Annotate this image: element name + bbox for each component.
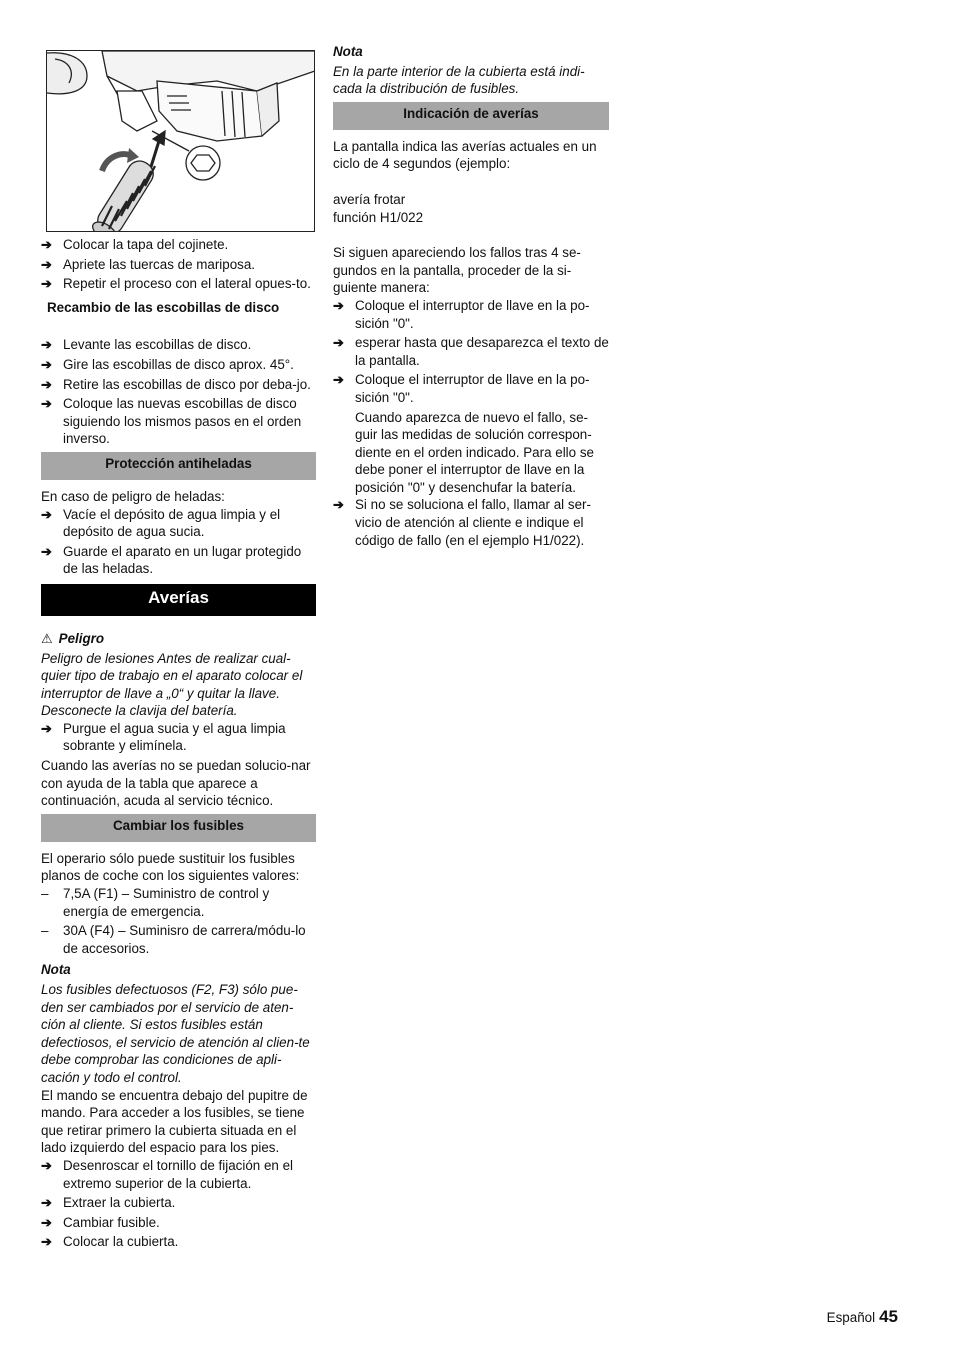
list-item: ➔ Purgue el agua sucia y el agua limpia sobrante y elimínela. <box>41 720 286 754</box>
section-subheading: Recambio de las escobillas de disco <box>47 299 280 315</box>
illustration-graphic <box>47 51 315 232</box>
fuses-intro: El operario sólo puede sustituir los fusibles planos de coche con los siguientes valores: <box>41 850 300 884</box>
left-column <box>41 236 316 1253</box>
continuation-text: Cuando aparezca de nuevo el fallo, se-guir las medidas de solución correspon-diente en el orden indicado. Para ello se debe poner el interruptor de llave en la posición "0" y desenchufar la batería. <box>355 409 594 495</box>
arrow-right-icon: ➔ <box>333 335 344 351</box>
note-text: En la parte interior de la cubierta está indi-cada la distribución de fusibles. <box>333 63 585 97</box>
list-item: ➔ Gire las escobillas de disco aprox. 45°. <box>41 356 294 372</box>
arrow-right-icon: ➔ <box>41 396 52 412</box>
arrow-right-icon: ➔ <box>41 256 52 272</box>
arrow-right-icon: ➔ <box>41 1234 52 1250</box>
arrow-right-icon: ➔ <box>41 376 52 392</box>
list-item: ➔ Colocar la cubierta. <box>41 1234 179 1250</box>
arrow-right-icon: ➔ <box>333 372 344 388</box>
list-item: ➔ Colocar la tapa del cojinete. <box>41 237 229 252</box>
list-item: – 30A (F4) – Suminisro de carrera/módu-lo de accesorios. <box>41 923 306 956</box>
list-item: ➔ Guarde el aparato en un lugar protegido de las heladas. <box>41 543 302 577</box>
arrow-right-icon: ➔ <box>41 1214 52 1230</box>
faults-paragraph: Cuando las averías no se puedan solucio-nar con ayuda de la tabla que aparece a continuación, acuda al servicio técnico. <box>41 758 311 809</box>
dash-bullet-icon: – <box>41 886 49 902</box>
list-item: ➔ esperar hasta que desaparezca el texto de la pantalla. <box>333 335 609 368</box>
dash-bullet-icon: – <box>41 923 49 939</box>
list-item: ➔ Coloque el interruptor de llave en la po-sición "0". <box>333 297 590 331</box>
warning-icon: ⚠ <box>41 630 53 646</box>
arrow-right-icon: ➔ <box>41 337 52 353</box>
footer-language: Español <box>826 1310 876 1325</box>
list-item: ➔ Levante las escobillas de disco. <box>41 337 252 353</box>
indication-intro: La pantalla indica las averías actuales en un ciclo de 4 segundos (ejemplo: <box>333 138 597 172</box>
indication-paragraph: Si siguen apareciendo los fallos tras 4 se-gundos en la pantalla, proceder de la si-guiente manera: <box>333 245 581 296</box>
danger-label-row <box>41 630 316 648</box>
arrow-right-icon: ➔ <box>333 497 344 513</box>
arrow-right-icon: ➔ <box>41 356 52 372</box>
antifreeze-intro: En caso de peligro de heladas: <box>41 488 225 504</box>
section-heading-faults: Averías <box>41 584 316 616</box>
arrow-right-icon: ➔ <box>41 1157 52 1173</box>
note-label: Nota <box>333 44 363 59</box>
danger-label: Peligro <box>58 630 105 646</box>
arrow-right-icon: ➔ <box>333 297 344 313</box>
list-item: ➔ Coloque las nuevas escobillas de disco siguiendo los mismos pasos en el orden inverso. <box>41 396 302 447</box>
list-item: ➔ Desenroscar el tornillo de fijación en el extremo superior de la cubierta. <box>41 1157 293 1191</box>
section-heading-fault-indication: Indicación de averías <box>333 102 609 130</box>
note-label: Nota <box>41 962 71 978</box>
list-item: ➔ Extraer la cubierta. <box>41 1195 176 1211</box>
arrow-right-icon: ➔ <box>41 720 52 736</box>
danger-text: Peligro de lesiones Antes de realizar cual-quier tipo de trabajo en el aparato colocar el interruptor de llave a „0“ y quitar la llave. Desconecte la clavija del batería. <box>41 650 303 719</box>
list-item: – 7,5A (F1) – Suministro de control y energía de emergencia. <box>41 886 270 919</box>
list-item: ➔ Vacíe el depósito de agua limpia y el depósito de agua sucia. <box>41 506 281 540</box>
page-number: 45 <box>879 1307 898 1326</box>
list-item: ➔ Si no se soluciona el fallo, llamar al ser-vicio de atención al cliente e indique el código de fallo (en el ejemplo H1/022). <box>333 497 591 548</box>
section-heading-fuses: Cambiar los fusibles <box>41 814 316 842</box>
list-item: ➔ Repetir el proceso con el lateral opues-to. <box>41 276 311 292</box>
example-line: función H1/022 <box>333 209 424 225</box>
list-item: ➔ Cambiar fusible. <box>41 1214 160 1230</box>
arrow-right-icon: ➔ <box>41 506 52 522</box>
example-line: avería frotar <box>333 191 406 207</box>
page-footer <box>827 1308 898 1327</box>
arrow-right-icon: ➔ <box>41 1195 52 1211</box>
list-item: ➔ Retire las escobillas de disco por deba-jo. <box>41 376 311 392</box>
arrow-right-icon: ➔ <box>41 237 52 252</box>
section-heading-antifreeze: Protección antiheladas <box>41 452 316 480</box>
arrow-right-icon: ➔ <box>41 543 52 559</box>
fuses-paragraph: El mando se encuentra debajo del pupitre de mando. Para acceder a los fusibles, se tiene que retirar primero la cubierta situada en el lado izquierdo del espacio para los pies. <box>41 1087 308 1156</box>
arrow-right-icon: ➔ <box>41 276 52 292</box>
list-item: ➔ Coloque el interruptor de llave en la po-sición "0". <box>333 372 590 405</box>
brush-removal-illustration <box>46 50 315 232</box>
note-text: Los fusibles defectuosos (F2, F3) sólo pue-den ser cambiados por el servicio de aten-ción al cliente. Si estos fusibles están defectiosos, el servicio de atención al clien-te debe comprobar las condiciones de apli-cación y todo el control. <box>41 982 310 1085</box>
list-item: ➔ Apriete las tuercas de mariposa. <box>41 256 256 272</box>
right-column <box>333 43 609 551</box>
